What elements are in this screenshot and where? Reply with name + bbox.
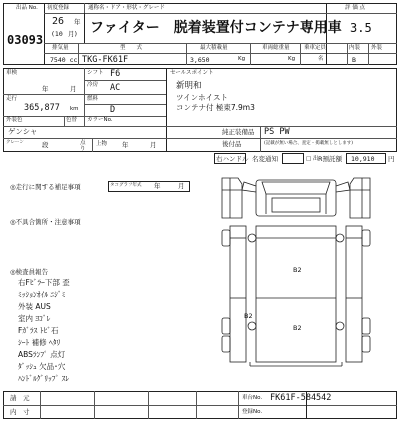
- transfer-box: [282, 153, 304, 164]
- mileage-value: 365,877: [24, 103, 60, 113]
- transfer-label: 名変通知: [252, 155, 278, 163]
- inspector-line: 外装 AUS: [18, 302, 51, 311]
- lot-label: 出品 No.: [16, 5, 38, 11]
- handle-side: 右ハンドル: [216, 155, 249, 163]
- shift-value: F6: [110, 69, 121, 79]
- name-grade-label: 通称名・ドア・形状・グレード: [88, 5, 165, 11]
- reg-month-unit: 月): [68, 30, 78, 38]
- score-value: 3.5: [350, 21, 372, 35]
- tacho-year: 年: [154, 182, 161, 190]
- reg-year: 26: [52, 16, 65, 27]
- vehicle-weight-unit: Kg: [288, 56, 296, 62]
- crane-dan: 段: [42, 141, 49, 149]
- fuel-label: 燃料: [87, 96, 99, 102]
- uwamono-month: 月: [150, 141, 157, 149]
- reg-year-unit: 年: [74, 18, 81, 26]
- capacity-unit: 名: [318, 56, 324, 62]
- registration-label: 登録No.: [242, 409, 263, 415]
- uwamono-year: 年: [122, 141, 129, 149]
- color-value: ゲンシャ: [8, 127, 38, 136]
- inspection-year: 年: [42, 85, 49, 93]
- inspector-line: 室内 ﾖｺﾞﾚ: [18, 314, 51, 323]
- supplement-label: ◎走行に関する補足事項: [10, 183, 81, 191]
- chassis-label: 車台No.: [242, 395, 263, 401]
- retrofit-label: 後付品: [222, 140, 242, 148]
- selling-point-line: 新明和: [176, 81, 202, 91]
- max-load-label: 最大積載量: [200, 45, 228, 51]
- exterior-label: 外装: [371, 45, 383, 51]
- genuine-options-label: 純正装備品: [222, 128, 255, 136]
- lot-number: 03093: [7, 33, 44, 47]
- inspector-line: 右Fﾋﾞﾗｰ下部 歪: [18, 278, 70, 287]
- score-label: 評 価 点: [345, 5, 365, 11]
- genuine-options-value: PS PW: [264, 127, 290, 137]
- recycle-unit: 円: [388, 155, 395, 163]
- interior-label: 内装: [349, 45, 361, 51]
- inspector-line: ﾐｯｼｮﾝｵｲﾙ ﾆｼﾞﾐ: [18, 290, 66, 299]
- displacement-value: 7540 cc: [50, 56, 78, 64]
- inspector-line: ｼｰﾄ 補修 ﾍﾀﾘ: [18, 338, 61, 347]
- crane-points: 点: [80, 140, 86, 146]
- chassis-value: FK61F-584542: [270, 393, 332, 403]
- crane-label: クレーン: [6, 140, 24, 145]
- color-change-label: 色替: [66, 117, 78, 123]
- inspector-line: Fｶﾞﾗｽ ﾄﾋﾞ石: [18, 326, 59, 335]
- color-label: 外装色: [6, 117, 23, 123]
- shift-label: シフト: [87, 70, 104, 76]
- damage-mark: B2: [244, 312, 253, 320]
- color-no-label: カラーNo.: [87, 117, 113, 123]
- selling-point-line: コンテナ付 極東7.9m3: [176, 103, 255, 112]
- model-label: 型 式: [120, 45, 143, 51]
- mileage-label: 走行: [6, 96, 18, 102]
- max-load-value: 3,650: [190, 56, 210, 64]
- defect-label: ◎不具合箇所・注意事項: [10, 218, 81, 226]
- max-load-unit: Kg: [238, 56, 246, 62]
- footer-label-1: 請 元: [10, 394, 30, 402]
- interior-grade: B: [352, 56, 356, 64]
- damage-mark: B2: [293, 266, 302, 274]
- mileage-unit: km: [70, 106, 79, 112]
- inspection-label: 車検: [6, 70, 18, 76]
- ac-value: AC: [110, 83, 121, 93]
- model-value: TKG-FK61F: [82, 55, 129, 65]
- retrofit-note: (記載が無い場合、査定・掲載無しとします): [264, 141, 354, 146]
- tacho-month: 月: [178, 182, 185, 190]
- reg-month: (10: [51, 30, 63, 38]
- inspector-line: ﾊﾝﾄﾞﾙｸﾞﾘｯﾌﾟ ｽﾚ: [18, 374, 70, 383]
- inspector-label: ◎検査員報告: [10, 268, 49, 276]
- inspection-month: 月: [70, 85, 77, 93]
- tacho-label: タコグラフ年式: [110, 183, 142, 188]
- crane-ri: り: [80, 146, 86, 152]
- capacity-label: 乗車定員: [304, 45, 327, 51]
- ac-label: 冷房: [87, 82, 99, 88]
- selling-point-line: ツインホイスト: [176, 93, 229, 102]
- inspector-line: ABSﾗﾝﾌﾟ 点灯: [18, 350, 66, 359]
- selling-points-label: セールスポイント: [170, 70, 214, 76]
- vehicle-weight-label: 車両総重量: [262, 45, 290, 51]
- uwamono-label: 上物: [96, 141, 108, 147]
- recycle-value: 10,910: [351, 155, 375, 163]
- fuel-value: D: [110, 105, 116, 115]
- recycle-label: R預託額: [318, 155, 343, 163]
- inspector-line: ﾀﾞｯｼｭ 欠品･穴: [18, 362, 66, 371]
- displacement-label: 排気量: [52, 45, 69, 51]
- first-reg-label: 初度登録: [47, 5, 70, 11]
- recycle-mark: □ 出: [306, 156, 319, 162]
- footer-label-2: 内 寸: [10, 408, 30, 416]
- car-name: ファイター 脱着装置付コンテナ専用車: [90, 20, 342, 36]
- damage-mark: B2: [293, 324, 302, 332]
